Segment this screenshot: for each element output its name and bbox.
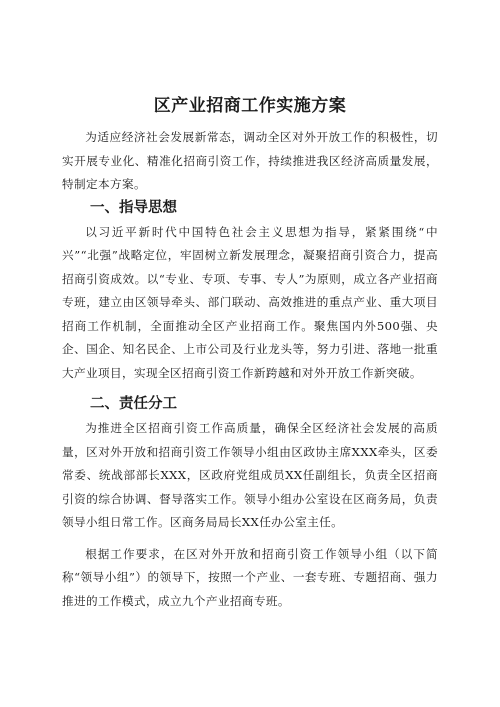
section-paragraph: 为推进全区招商引资工作高质量，确保全区经济社会发展的高质量，区对外开放和招商引资工作领导小组由区政协主席XXX牵头，区委常委、统战部部长XXX，区政府党组成员XX任副组长，负责全区招商引资的综合协调、督导落实工作。领导小组办公室设在区商务局，负责领导小组日常工作。区商务局局长XX任办公室主任。 — [62, 421, 438, 529]
section-heading: 一、指导思想 — [90, 199, 177, 216]
section-guiding-ideology — [62, 197, 438, 386]
section-paragraph: 以习近平新时代中国特色社会主义思想为指导，紧紧围绕“中兴”“北强”战略定位，牢固树立新发展理念，凝聚招商引资合力，提高招商引资成效。以“专业、专项、专事、专人”为原则，成立各产业招商专班，建立由区领导牵头、部门联动、高效推进的重点产业、重大项目招商工作机制，全面推动全区产业招商工作。聚焦国内外500强、央企、国企、知名民企、上市公司及行业龙头等，努力引进、落地一批重大产业项目，实现全区招商引资工作新跨越和对外开放工作新突破。 — [62, 224, 438, 380]
section-responsibility — [62, 393, 438, 613]
document-title: 区产业招商工作实施方案 — [153, 96, 347, 116]
section-paragraph: 根据工作要求，在区对外开放和招商引资工作领导小组（以下简称“领导小组”）的领导下，按照一个产业、一套专班、专题招商、强力推进的工作模式，成立九个产业招商专班。 — [62, 546, 438, 608]
section-heading: 二、责任分工 — [90, 396, 177, 412]
intro-paragraph: 为适应经济社会发展新常态，调动全区对外开放工作的积极性，切实开展专业化、精准化招商引资工作，持续推进我区经济高质量发展，特制定本方案。 — [62, 130, 438, 191]
